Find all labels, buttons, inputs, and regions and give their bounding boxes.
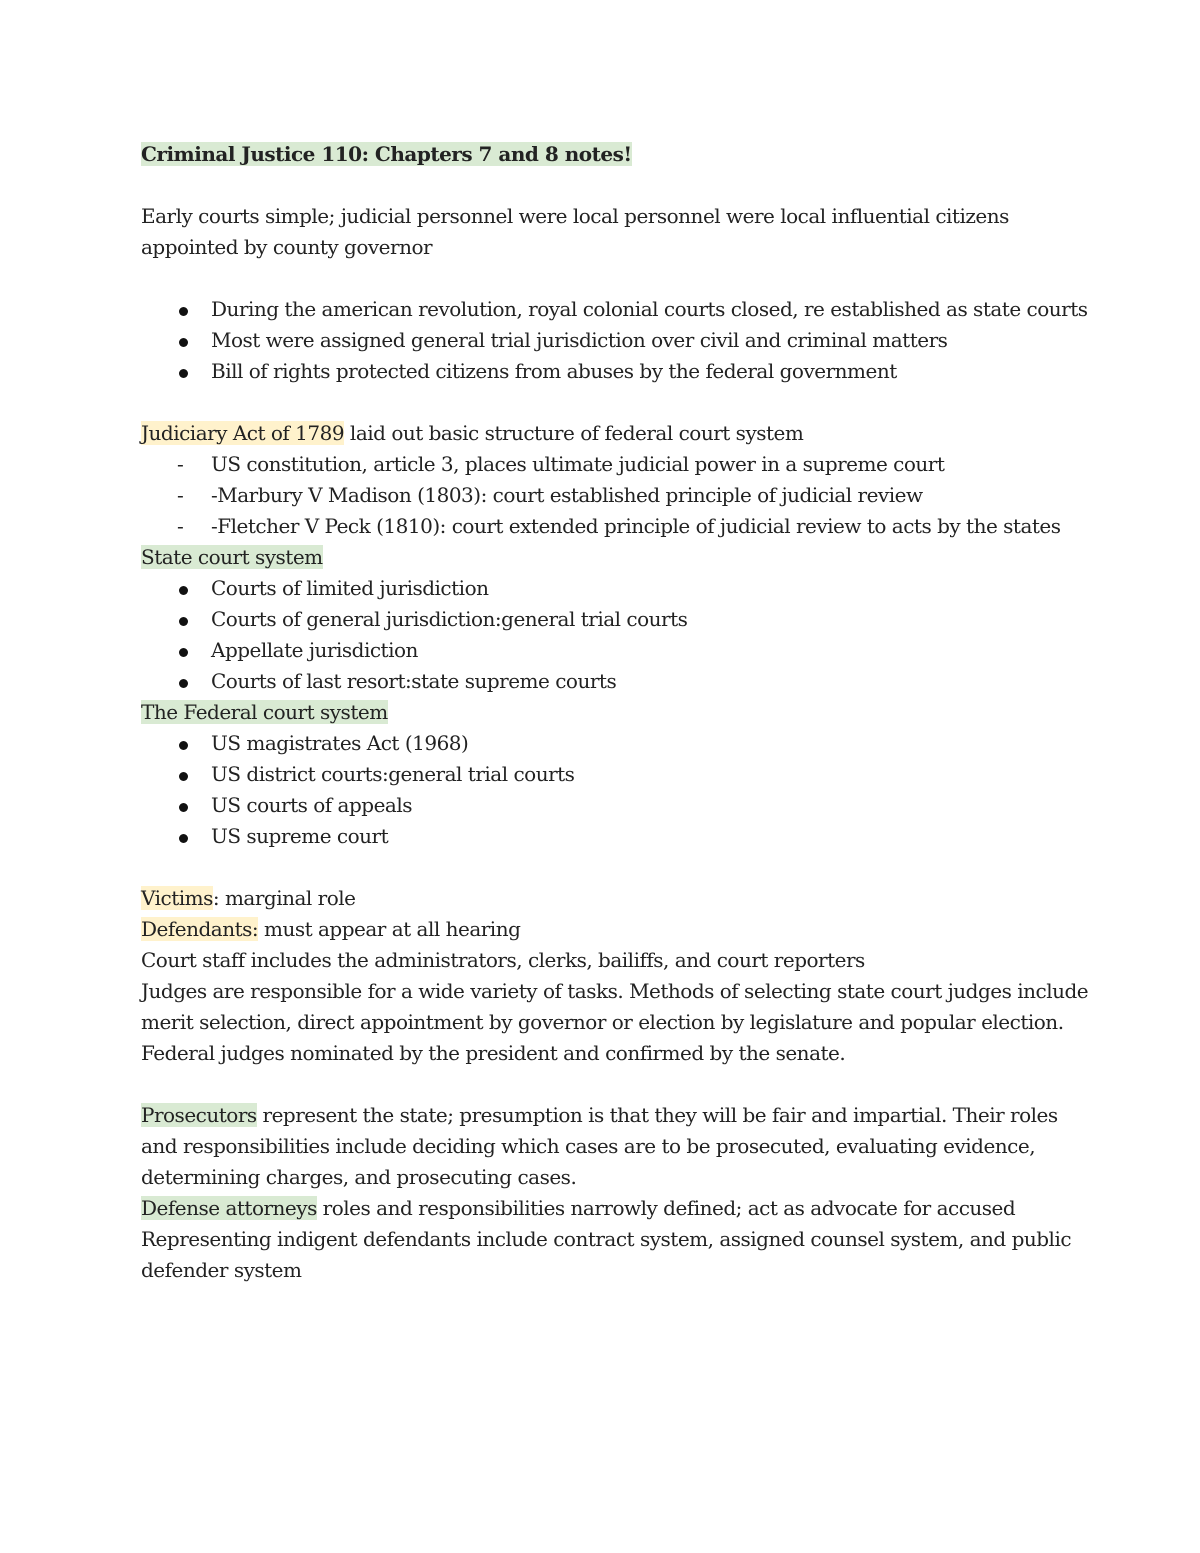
list-item: Bill of rights protected citizens from abuses by the federal government bbox=[141, 356, 1071, 387]
defendants-line: Defendants: must appear at all hearing bbox=[141, 917, 521, 941]
victims-line: Victims: marginal role bbox=[141, 886, 356, 910]
list-item: Courts of limited jurisdiction bbox=[141, 573, 1071, 604]
list-item: US supreme court bbox=[141, 821, 1071, 852]
list-item: Courts of general jurisdiction:general trial courts bbox=[141, 604, 1071, 635]
list-item: - US constitution, article 3, places ultimate judicial power in a supreme court bbox=[141, 449, 1071, 480]
prosecutors-line: Prosecutors represent the state; presumption is that they will be fair and impartial. Their roles bbox=[141, 1103, 1058, 1127]
staff-line: merit selection, direct appointment by governor or election by legislature and popular election. bbox=[141, 1010, 1064, 1034]
list-item: Courts of last resort:state supreme courts bbox=[141, 666, 1071, 697]
list-item: - -Fletcher V Peck (1810): court extended principle of judicial review to acts by the states bbox=[141, 511, 1071, 542]
list-item: Appellate jurisdiction bbox=[141, 635, 1071, 666]
defense-line: Defense attorneys roles and responsibilities narrowly defined; act as advocate for accused bbox=[141, 1196, 1016, 1220]
list-item: - -Marbury V Madison (1803): court established principle of judicial review bbox=[141, 480, 1071, 511]
state-heading: State court system bbox=[141, 545, 323, 569]
indigent-line: defender system bbox=[141, 1258, 302, 1282]
notes-page bbox=[141, 139, 1089, 1286]
federal-heading: The Federal court system bbox=[141, 700, 388, 724]
judiciary-term: Judiciary Act of 1789 bbox=[141, 421, 345, 445]
list-item: During the american revolution, royal colonial courts closed, re established as state courts bbox=[141, 294, 1071, 325]
list-item: US magistrates Act (1968) bbox=[141, 728, 1071, 759]
list-item: US district courts:general trial courts bbox=[141, 759, 1071, 790]
list-item: US courts of appeals bbox=[141, 790, 1071, 821]
prosecutors-line: and responsibilities include deciding which cases are to be prosecuted, evaluating evidence, bbox=[141, 1134, 1036, 1158]
judiciary-line: Judiciary Act of 1789 laid out basic structure of federal court system bbox=[141, 421, 804, 445]
staff-line: Judges are responsible for a wide variety of tasks. Methods of selecting state court judges include bbox=[141, 979, 1089, 1003]
prosecutors-line: determining charges, and prosecuting cases. bbox=[141, 1165, 577, 1189]
page-title: Criminal Justice 110: Chapters 7 and 8 notes! bbox=[141, 142, 632, 166]
list-item: Most were assigned general trial jurisdiction over civil and criminal matters bbox=[141, 325, 1071, 356]
indigent-line: Representing indigent defendants include contract system, assigned counsel system, and public bbox=[141, 1227, 1072, 1251]
intro-line: Early courts simple; judicial personnel were local personnel were local influential citizens bbox=[141, 204, 1009, 228]
intro-line: appointed by county governor bbox=[141, 235, 433, 259]
staff-line: Court staff includes the administrators, clerks, bailiffs, and court reporters bbox=[141, 948, 865, 972]
staff-line: Federal judges nominated by the president and confirmed by the senate. bbox=[141, 1041, 846, 1065]
